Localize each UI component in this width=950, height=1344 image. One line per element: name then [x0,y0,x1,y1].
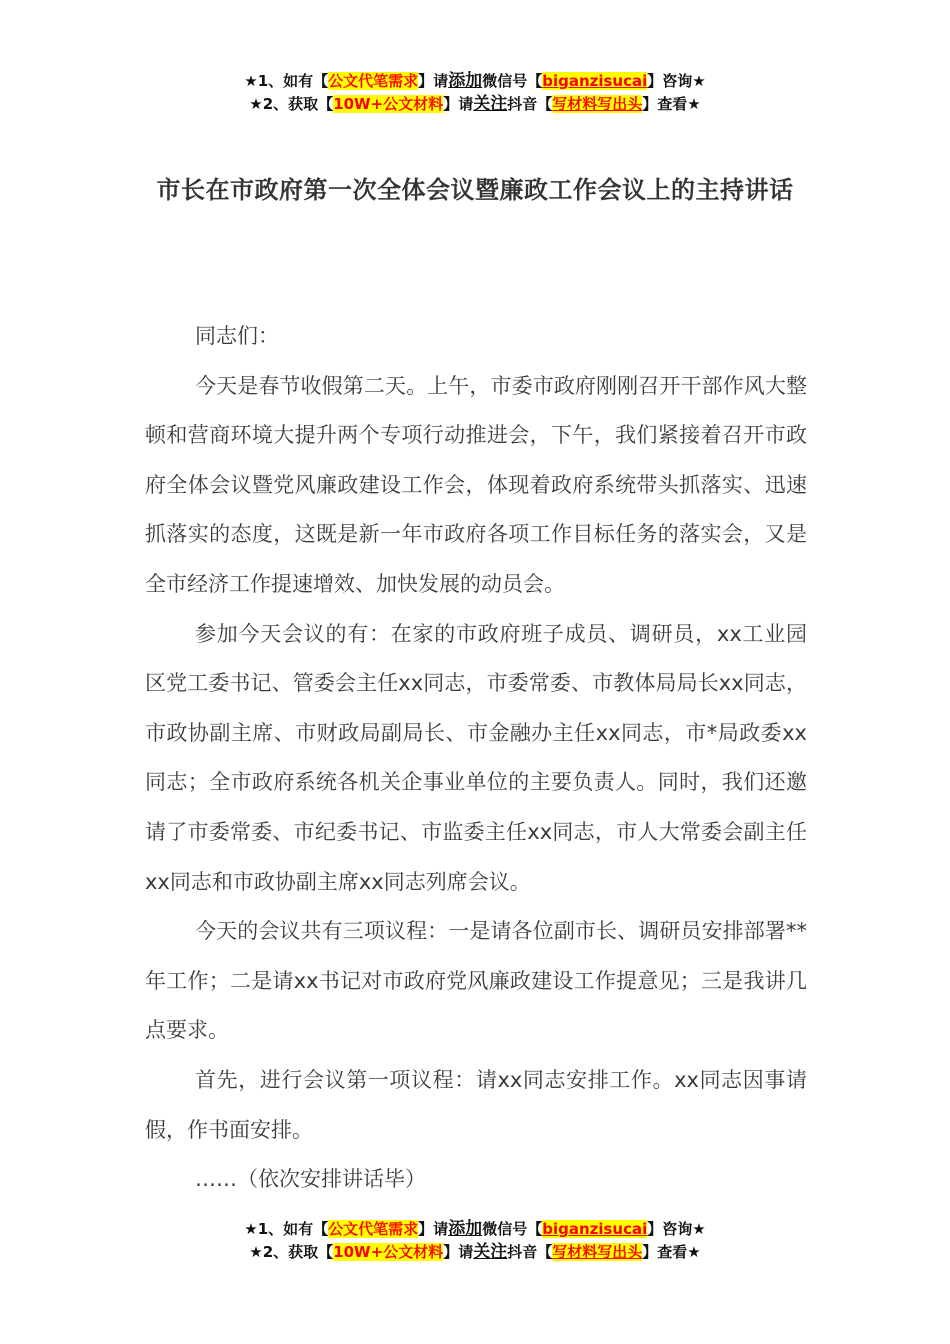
notice-text: 抖音【 [507,95,553,113]
highlight-douyin-account: 写材料写出头 [552,1243,643,1261]
notice-line-2 [0,1241,950,1264]
paragraph: 今天的会议共有三项议程：一是请各位副市长、调研员安排部署**年工作；二是请xx书记对市政府党风廉政建设工作提意见；三是我讲几点要求。 [145,919,807,1043]
notice-text: ★2、获取【 [249,1243,334,1261]
highlight-materials: 10W+公文材料 [333,95,444,113]
notice-text: 】查看★ [642,1243,701,1261]
notice-text: 】咨询★ [647,1220,706,1238]
notice-text: 微信号【 [482,72,543,90]
highlight-wechat-id: biganzisucai [542,1220,648,1238]
bottom-notice [0,1218,950,1264]
notice-text: 】请 [443,95,474,113]
paragraph: 今天是春节收假第二天。上午，市委市政府刚刚召开干部作风大整顿和营商环境大提升两个专项行动推进会，下午，我们紧接着召开市政府全体会议暨党风廉政建设工作会，体现着政府系统带头抓落实、迅速抓落实的态度，这既是新一年市政府各项工作目标任务的落实会，又是全市经济工作提速增效、加快发展的动员会。 [145,373,807,596]
paragraph: 参加今天会议的有：在家的市政府班子成员、调研员，xx工业园区党工委书记、管委会主任xx同志，市委常委、市教体局局长xx同志，市政协副主席、市财政局副局长、市金融办主任xx同志，市*局政委xx同志；全市政府系统各机关企事业单位的主要负责人。同时，我们还邀请了市委常委、市纪委书记、市监委主任xx同志，市人大常委会副主任xx同志和市政协副主席xx同志列席会议。 [145,621,807,894]
paragraph: ……（依次安排讲话毕） [195,1167,426,1192]
notice-text: ★2、获取【 [249,95,334,113]
document-body [145,312,807,1205]
notice-text: ★1、如有【 [244,1220,329,1238]
notice-text: 】请 [418,72,449,90]
highlight-ghostwriting: 公文代笔需求 [328,72,419,90]
top-notice [0,70,950,116]
notice-text: ★1、如有【 [244,72,329,90]
paragraph-salutation: 同志们： [195,324,279,348]
emphasis-add: 添加 [448,1219,483,1239]
highlight-wechat-id: biganzisucai [542,72,648,90]
notice-text: 】咨询★ [647,72,706,90]
notice-line-1 [0,70,950,93]
highlight-douyin-account: 写材料写出头 [552,95,643,113]
notice-text: 微信号【 [482,1220,543,1238]
emphasis-follow: 关注 [473,94,508,114]
notice-text: 抖音【 [507,1243,553,1261]
notice-line-2 [0,93,950,116]
document-title: 市长在市政府第一次全体会议暨廉政工作会议上的主持讲话 [156,176,794,204]
notice-text: 】请 [418,1220,449,1238]
highlight-materials: 10W+公文材料 [333,1243,444,1261]
emphasis-add: 添加 [448,71,483,91]
notice-line-1 [0,1218,950,1241]
notice-text: 】请 [443,1243,474,1261]
notice-text: 】查看★ [642,95,701,113]
emphasis-follow: 关注 [473,1242,508,1262]
highlight-ghostwriting: 公文代笔需求 [328,1220,419,1238]
paragraph: 首先，进行会议第一项议程：请xx同志安排工作。xx同志因事请假，作书面安排。 [145,1067,807,1142]
